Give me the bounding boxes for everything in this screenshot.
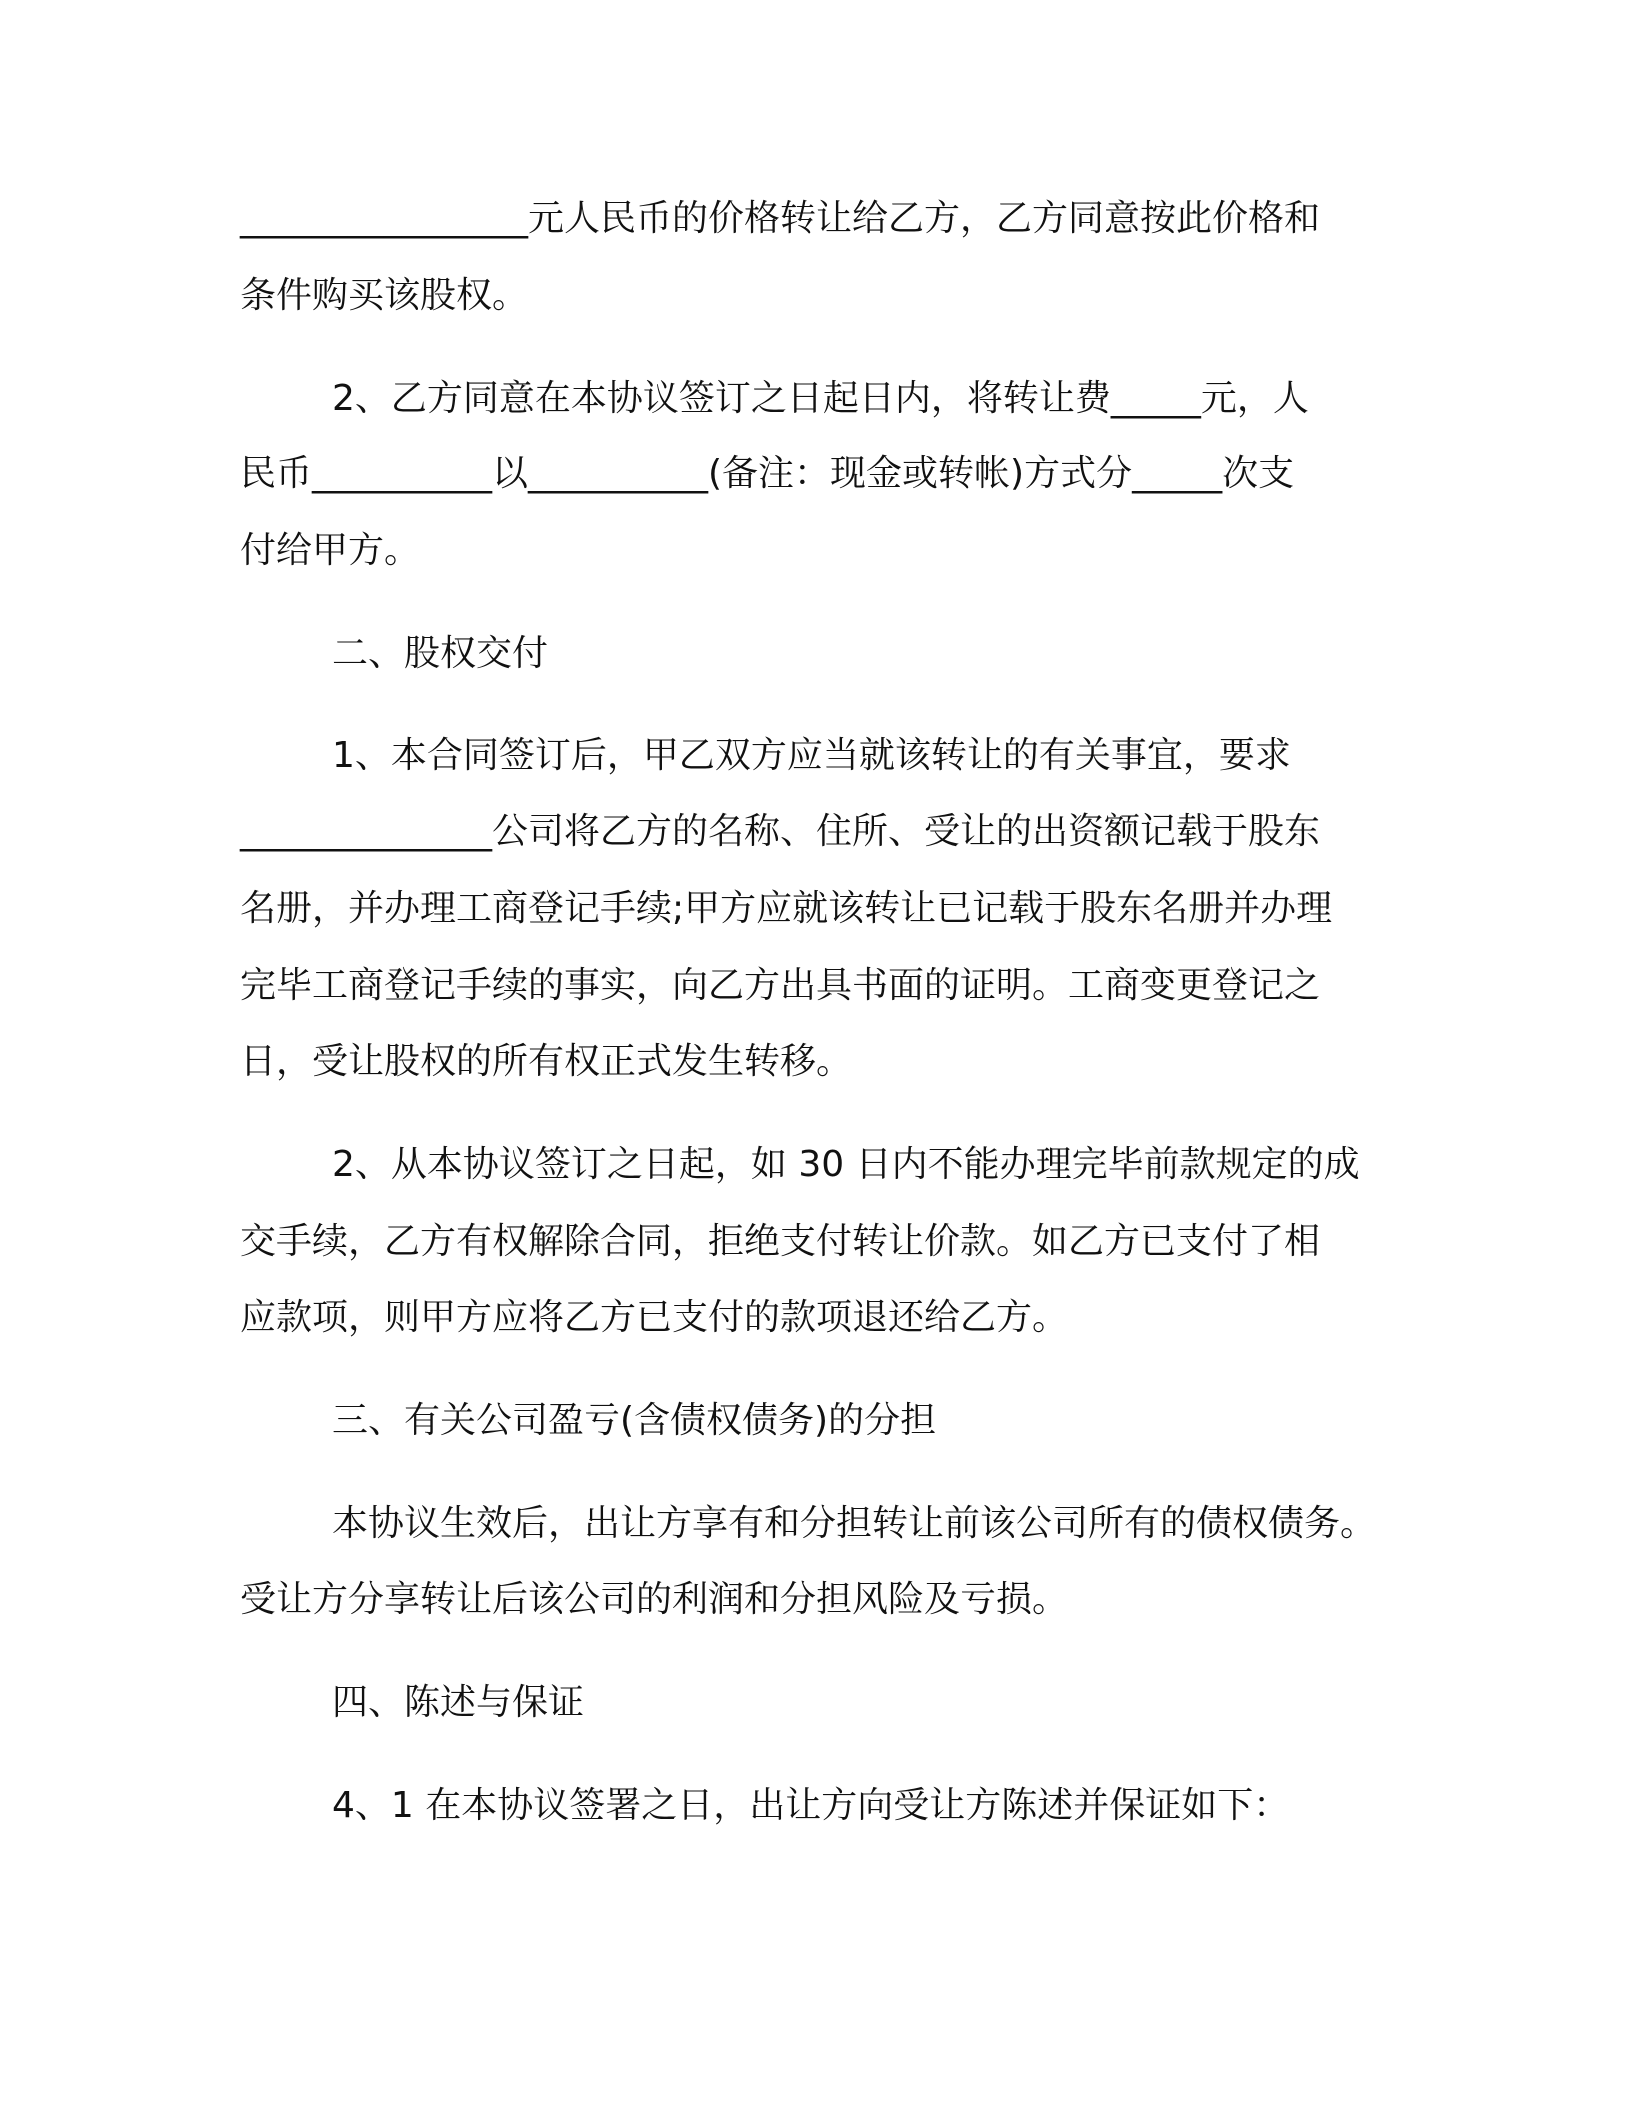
text-line: 本协议生效后，出让方享有和分担转让前该公司所有的债权债务。 [332, 1503, 1377, 1544]
section-heading: 四、陈述与保证 [332, 1682, 585, 1723]
text-line: 1、本合同签订后，甲乙双方应当就该转让的有关事宜，要求 [332, 735, 1291, 776]
text-line: 名册，并办理工商登记手续;甲方应就该转让已记载于股东名册并办理 [240, 888, 1333, 929]
text-line: 日，受让股权的所有权正式发生转移。 [240, 1041, 853, 1082]
text-line: 民币__________以__________(备注：现金或转帐)方式分_____次支 [240, 453, 1295, 494]
text-line: 2、从本协议签订之日起，如 30 日内不能办理完毕前款规定的成 [332, 1144, 1360, 1185]
text-line: 受让方分享转让后该公司的利润和分担风险及亏损。 [240, 1579, 1069, 1620]
text-line: 交手续，乙方有权解除合同，拒绝支付转让价款。如乙方已支付了相 [240, 1221, 1321, 1262]
text-line: 付给甲方。 [240, 530, 421, 571]
text-line: ________________元人民币的价格转让给乙方，乙方同意按此价格和 [240, 198, 1321, 239]
text-line: 应款项，则甲方应将乙方已支付的款项退还给乙方。 [240, 1297, 1069, 1338]
section-heading: 二、股权交付 [332, 633, 549, 674]
text-line: 4、1 在本协议签署之日，出让方向受让方陈述并保证如下： [332, 1785, 1290, 1826]
text-line: 完毕工商登记手续的事实，向乙方出具书面的证明。工商变更登记之 [240, 965, 1321, 1006]
text-line: 2、乙方同意在本协议签订之日起日内，将转让费_____元，人 [332, 378, 1309, 419]
text-line: 条件购买该股权。 [240, 275, 529, 316]
section-heading: 三、有关公司盈亏(含债权债务)的分担 [332, 1400, 937, 1441]
text-line: ______________公司将乙方的名称、住所、受让的出资额记载于股东 [240, 811, 1321, 852]
